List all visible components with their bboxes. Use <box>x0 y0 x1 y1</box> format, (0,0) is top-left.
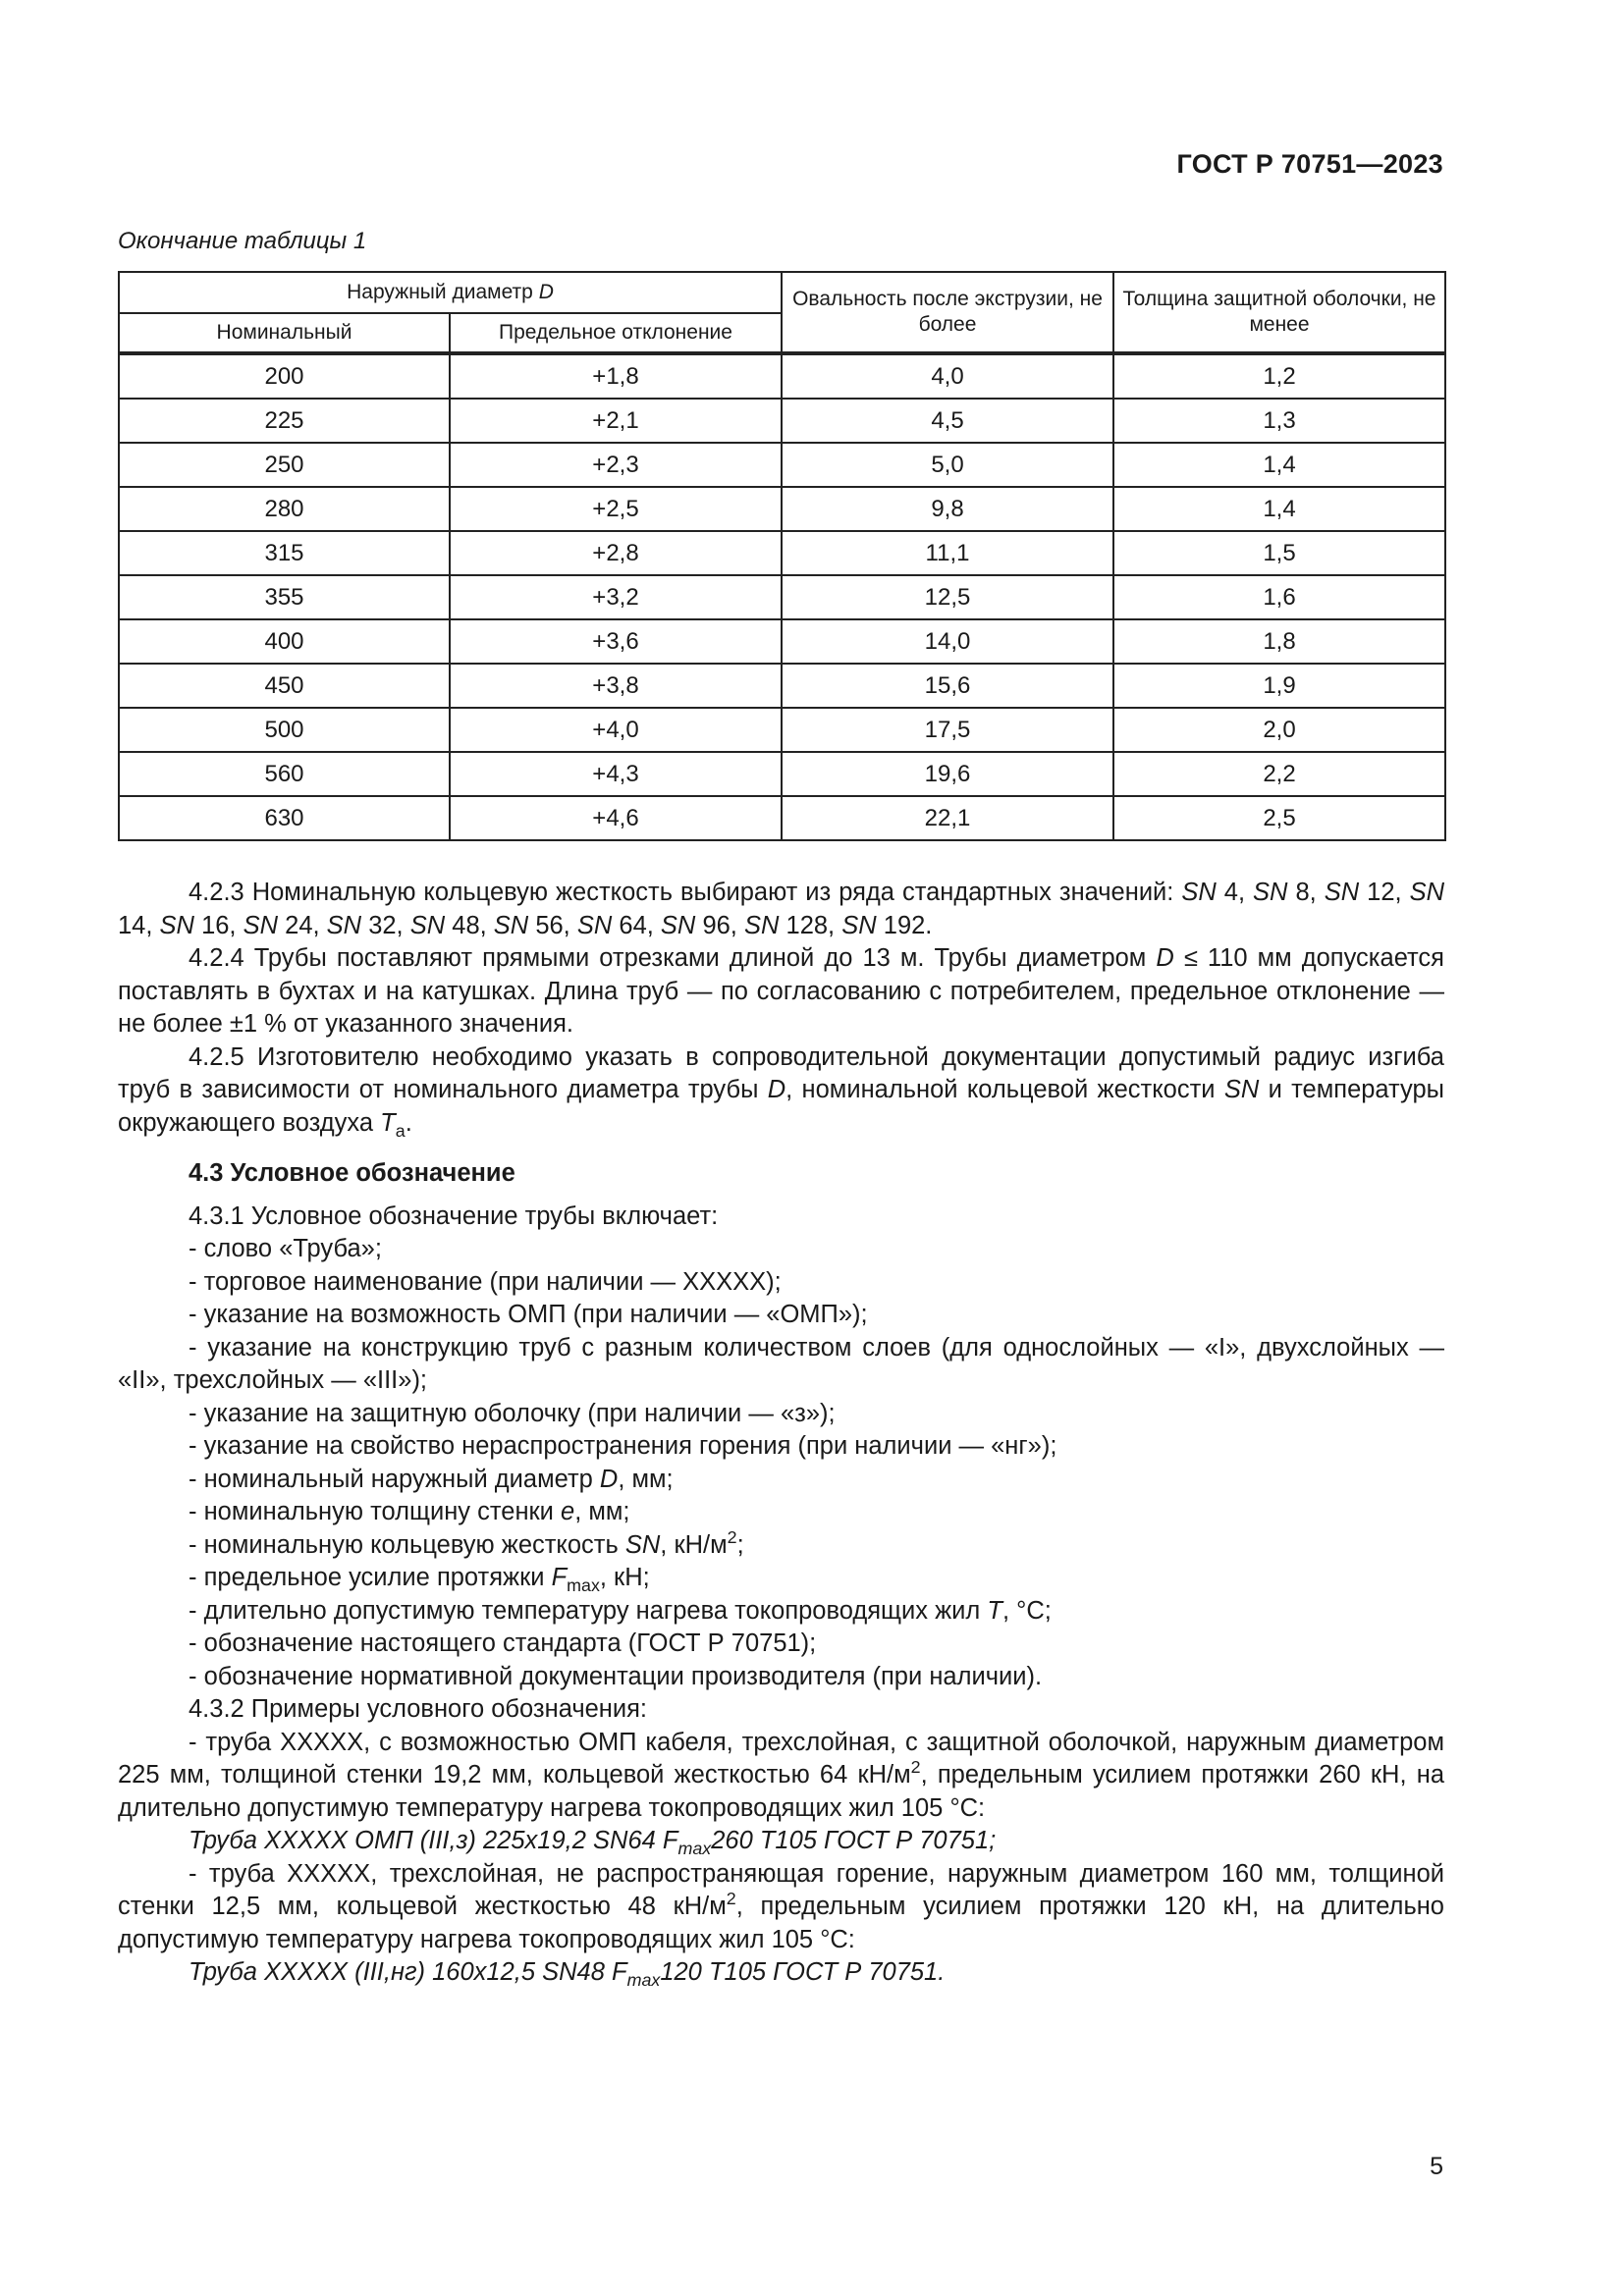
cell-sheath: 1,8 <box>1113 619 1445 664</box>
paragraph-4-2-4: 4.2.4 Трубы поставляют прямыми отрезками длиной до 13 м. Трубы диаметром D ≤ 110 мм допускается поставлять в бухтах и на катушках. Длина труб — по согласованию с потребителем, предельное отклонение — не более ±1 % от указанного значения. <box>118 944 1444 1038</box>
header-outer-diameter-text: Наружный диаметр D <box>347 281 554 303</box>
table-row <box>119 487 1445 531</box>
list-item: - указание на конструкцию труб с разным количеством слоев (для однослойных — «I», двухслойных — «II», трехслойных — «III»); <box>118 1333 1444 1394</box>
cell-ovality: 4,0 <box>782 353 1113 399</box>
table-caption: Окончание таблицы 1 <box>118 228 367 254</box>
table-row <box>119 796 1445 840</box>
standard-header: ГОСТ Р 70751—2023 <box>1176 149 1443 179</box>
cell-sheath: 2,2 <box>1113 752 1445 796</box>
cell-sheath: 1,5 <box>1113 531 1445 575</box>
cell-sheath: 1,4 <box>1113 443 1445 487</box>
header-ovality: Овальность после экструзии, не более <box>782 272 1113 353</box>
table-row <box>119 708 1445 752</box>
table-row <box>119 353 1445 399</box>
list-item: - торговое наименование (при наличии — ХХХХХ); <box>189 1267 782 1296</box>
cell-nominal: 280 <box>119 487 450 531</box>
cell-nominal: 200 <box>119 353 450 399</box>
list-item: - указание на возможность ОМП (при наличии — «ОМП»); <box>189 1301 868 1328</box>
designation-list <box>118 1233 1444 1693</box>
cell-sheath: 1,6 <box>1113 575 1445 619</box>
page-number: 5 <box>1430 2153 1443 2180</box>
cell-deviation: +3,8 <box>450 664 782 708</box>
list-item: - номинальный наружный диаметр D, мм; <box>189 1465 674 1493</box>
cell-sheath: 2,0 <box>1113 708 1445 752</box>
cell-deviation: +1,8 <box>450 353 782 399</box>
table-row <box>119 619 1445 664</box>
cell-sheath: 1,2 <box>1113 353 1445 399</box>
cell-ovality: 4,5 <box>782 399 1113 443</box>
cell-ovality: 15,6 <box>782 664 1113 708</box>
header-sheath: Толщина защитной оболочки, не менее <box>1113 272 1445 353</box>
list-item: - указание на защитную оболочку (при наличии — «з»); <box>189 1399 836 1427</box>
section-title-4-3: 4.3 Условное обозначение <box>189 1159 515 1187</box>
body-text <box>118 877 1444 1990</box>
header-outer-diameter <box>119 272 782 313</box>
cell-nominal: 225 <box>119 399 450 443</box>
cell-nominal: 630 <box>119 796 450 840</box>
example-2-designation: Труба ХХХХХ (III,нг) 160x12,5 SN48 $F_{max}120$ T105 ГОСТ Р 70751. <box>189 1958 946 1990</box>
cell-ovality: 12,5 <box>782 575 1113 619</box>
cell-deviation: +4,3 <box>450 752 782 796</box>
table-row <box>119 443 1445 487</box>
cell-sheath: 2,5 <box>1113 796 1445 840</box>
cell-sheath: 1,9 <box>1113 664 1445 708</box>
table-row <box>119 664 1445 708</box>
cell-ovality: 9,8 <box>782 487 1113 531</box>
list-item: - номинальную толщину стенки e, мм; <box>189 1498 630 1525</box>
cell-ovality: 22,1 <box>782 796 1113 840</box>
cell-deviation: +3,6 <box>450 619 782 664</box>
header-nominal: Номинальный <box>119 313 450 353</box>
header-deviation: Предельное отклонение <box>450 313 782 353</box>
cell-nominal: 250 <box>119 443 450 487</box>
table-row <box>119 575 1445 619</box>
cell-ovality: 5,0 <box>782 443 1113 487</box>
list-item: - обозначение нормативной документации производителя (при наличии). <box>189 1662 1043 1690</box>
cell-ovality: 14,0 <box>782 619 1113 664</box>
cell-deviation: +2,3 <box>450 443 782 487</box>
cell-nominal: 400 <box>119 619 450 664</box>
cell-nominal: 560 <box>119 752 450 796</box>
list-item: - указание на свойство нераспространения горения (при наличии — «нг»); <box>189 1432 1057 1460</box>
paragraph-4-2-3: 4.2.3 Номинальную кольцевую жесткость выбирают из ряда стандартных значений: SN 4, SN 8, SN 12, SN 14, SN 16, SN 24, SN 32, SN 48, SN 56, SN 64, SN 96, SN 128, SN 192. <box>118 879 1445 939</box>
list-item: - слово «Труба»; <box>189 1235 382 1262</box>
cell-deviation: +2,1 <box>450 399 782 443</box>
paragraph-4-3-1: 4.3.1 Условное обозначение трубы включает: <box>189 1201 719 1230</box>
cell-deviation: +2,5 <box>450 487 782 531</box>
dimensions-table <box>118 271 1446 841</box>
list-item: - обозначение настоящего стандарта (ГОСТ Р 70751); <box>189 1629 817 1657</box>
cell-ovality: 17,5 <box>782 708 1113 752</box>
list-item: - номинальную кольцевую жесткость SN, $кН/м^2$; <box>189 1526 744 1559</box>
cell-nominal: 355 <box>119 575 450 619</box>
cell-nominal: 315 <box>119 531 450 575</box>
cell-deviation: +2,8 <box>450 531 782 575</box>
example-1: - труба ХХХХХ, с возможностью ОМП кабеля, трехслойная, с защитной оболочкой, наружным диаметром 225 мм, толщиной стенки 19,2 мм, кольцевой жесткостью 64 $кН/м^2$, предельным усилием протяжки 260 кН, на длительно допустимую температуру нагрева токопроводящих жил 105 °С: <box>118 1728 1444 1822</box>
cell-deviation: +4,6 <box>450 796 782 840</box>
paragraph-4-3-2: 4.3.2 Примеры условного обозначения: <box>189 1695 648 1723</box>
cell-sheath: 1,4 <box>1113 487 1445 531</box>
list-item: - предельное усилие протяжки $F_{max}$, кН; <box>189 1564 650 1595</box>
cell-sheath: 1,3 <box>1113 399 1445 443</box>
table-body <box>119 353 1445 840</box>
cell-ovality: 19,6 <box>782 752 1113 796</box>
cell-deviation: +4,0 <box>450 708 782 752</box>
cell-ovality: 11,1 <box>782 531 1113 575</box>
cell-nominal: 450 <box>119 664 450 708</box>
cell-deviation: +3,2 <box>450 575 782 619</box>
table-row <box>119 399 1445 443</box>
cell-nominal: 500 <box>119 708 450 752</box>
paragraph-4-2-5: 4.2.5 Изготовителю необходимо указать в сопроводительной документации допустимый радиус изгиба труб в зависимости от номинального диаметра трубы D, номинальной кольцевой жесткости SN и температуры окружающего воздуха $T_а$. <box>118 1042 1444 1141</box>
table-row <box>119 531 1445 575</box>
example-2: - труба ХХХХХ, трехслойная, не распространяющая горение, наружным диаметром 160 мм, толщиной стенки 12,5 мм, кольцевой жесткостью 48 $кН/м^2$, предельным усилием протяжки 120 кН, на длительно допустимую температуру нагрева токопроводящих жил 105 °С: <box>118 1859 1444 1953</box>
table-row <box>119 752 1445 796</box>
example-1-designation: Труба ХХХХХ ОМП (III,з) 225x19,2 SN64 $F_{max}260$ T105 ГОСТ Р 70751; <box>189 1827 997 1858</box>
list-item: - длительно допустимую температуру нагрева токопроводящих жил T, °С; <box>189 1596 1052 1625</box>
